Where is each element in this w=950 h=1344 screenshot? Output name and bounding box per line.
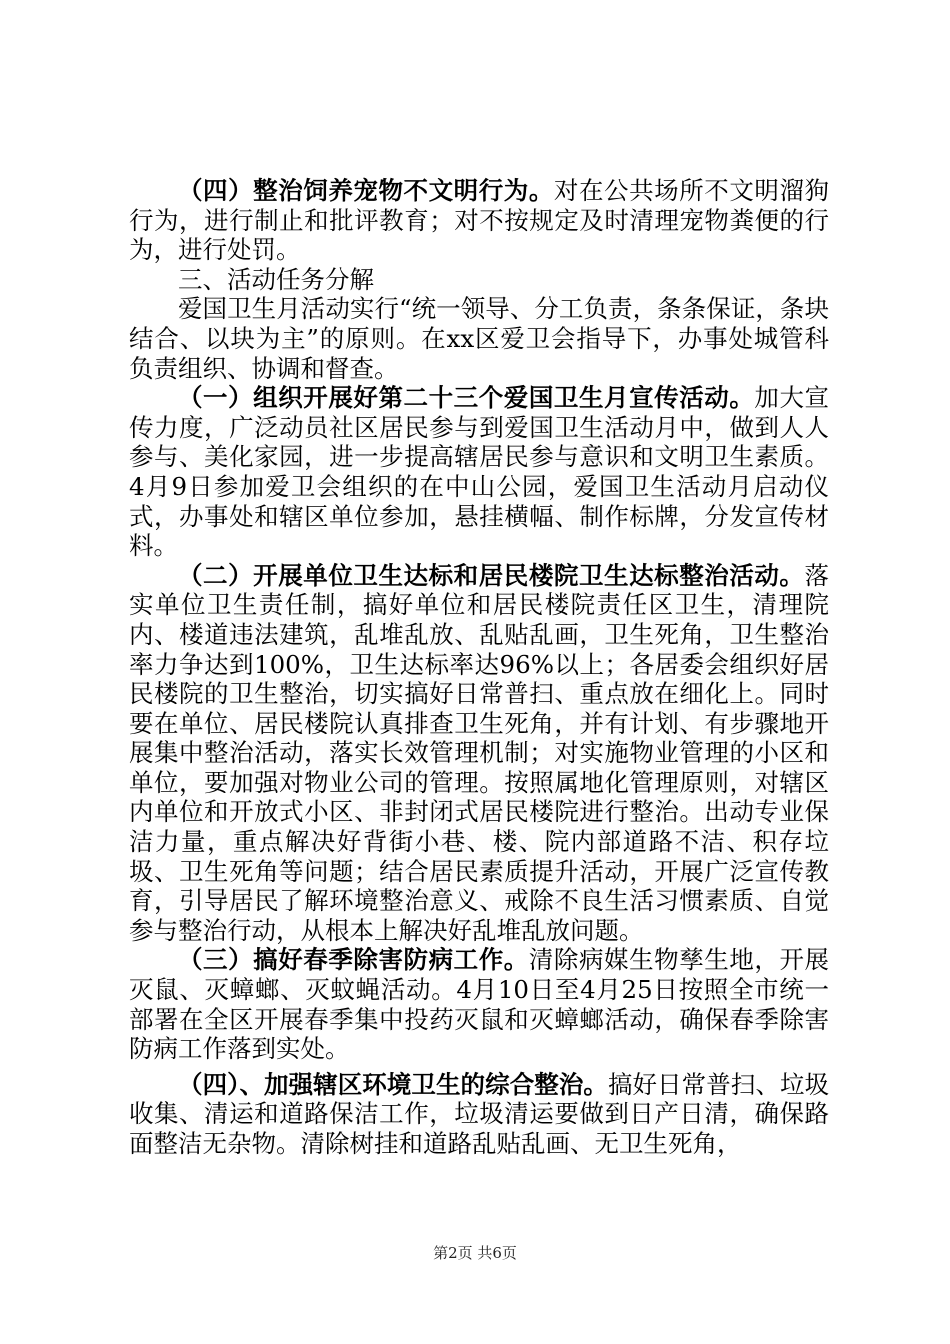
section-heading-text: 三、活动任务分解	[178, 264, 374, 294]
paragraph-text: 爱国卫生月活动实行“统一领导、分工负责，条条保证，条块结合、以块为主”的原则。在xx区爱卫会指导下，办事处城管科负责组织、协调和督查。	[129, 294, 829, 383]
paragraph-heading: （四）整治饲养宠物不文明行为。	[178, 176, 554, 205]
paragraph-heading: （一）组织开展好第二十三个爱国卫生月宣传活动。	[178, 383, 755, 413]
paragraph-principles	[129, 294, 829, 383]
paragraph-text: 清除病媒生物孳生地，开展灭鼠、灭蟑螂、灭蚊蝇活动。4月10日至4月25日按照全市统一部署在全区开展春季集中投药灭鼠和灭蟑螂活动，确保春季除害防病工作落到实处。	[129, 945, 830, 1064]
document-body	[129, 176, 829, 1159]
paragraph-publicity-campaign	[129, 383, 829, 561]
paragraph-heading: （三）搞好春季除害防病工作。	[178, 945, 529, 975]
section-heading-task-breakdown	[129, 265, 829, 295]
paragraph-heading: （四）、加强辖区环境卫生的综合整治。	[178, 1069, 608, 1099]
page-number-footer: 第2页 共6页	[433, 1244, 517, 1262]
paragraph-environment-rectification	[129, 1070, 829, 1159]
paragraph-heading: （二）开展单位卫生达标和居民楼院卫生达标整治活动。	[178, 560, 805, 590]
paragraph-hygiene-standards	[129, 561, 829, 946]
paragraph-pet-management	[129, 176, 829, 265]
paragraph-text: 对在公共场所不文明溜狗行为，进行制止和批评教育；对不按规定及时清理宠物粪便的行为，进行处罚。	[129, 176, 830, 265]
paragraph-pest-control	[129, 945, 829, 1063]
paragraph-text: 落实单位卫生责任制，搞好单位和居民楼院责任区卫生，清理院内、楼道违法建筑，乱堆乱放、乱贴乱画，卫生死角，卫生整治率力争达到100%，卫生达标率达96%以上；各居委会组织好居民楼院的卫生整治，切实搞好日常普扫、重点放在细化上。同时要在单位、居民楼院认真排查卫生死角，并有计划、有步骤地开展集中整治活动，落实长效管理机制；对实施物业管理的小区和单位，要加强对物业公司的管理。按照属地化管理原则，对辖区内单位和开放式小区、非封闭式居民楼院进行整治。出动专业保洁力量，重点解决好背街小巷、楼、院内部道路不洁、积存垃圾、卫生死角等问题；结合居民素质提升活动，开展广泛宣传教育，引导居民了解环境整治意义、戒除不良生活习惯素质、自觉参与整治行动，从根本上解决好乱堆乱放问题。	[129, 560, 829, 945]
paragraph-text: 搞好日常普扫、垃圾收集、清运和道路保洁工作，垃圾清运要做到日产日清，确保路面整洁无杂物。清除树挂和道路乱贴乱画、无卫生死角，	[129, 1069, 830, 1158]
paragraph-text: 加大宣传力度，广泛动员社区居民参与到爱国卫生活动月中，做到人人参与、美化家园，进一步提高辖居民参与意识和文明卫生素质。4月9日参加爱卫会组织的在中山公园，爱国卫生活动月启动仪式，办事处和辖区单位参加，悬挂横幅、制作标牌，分发宣传材料。	[129, 383, 830, 561]
